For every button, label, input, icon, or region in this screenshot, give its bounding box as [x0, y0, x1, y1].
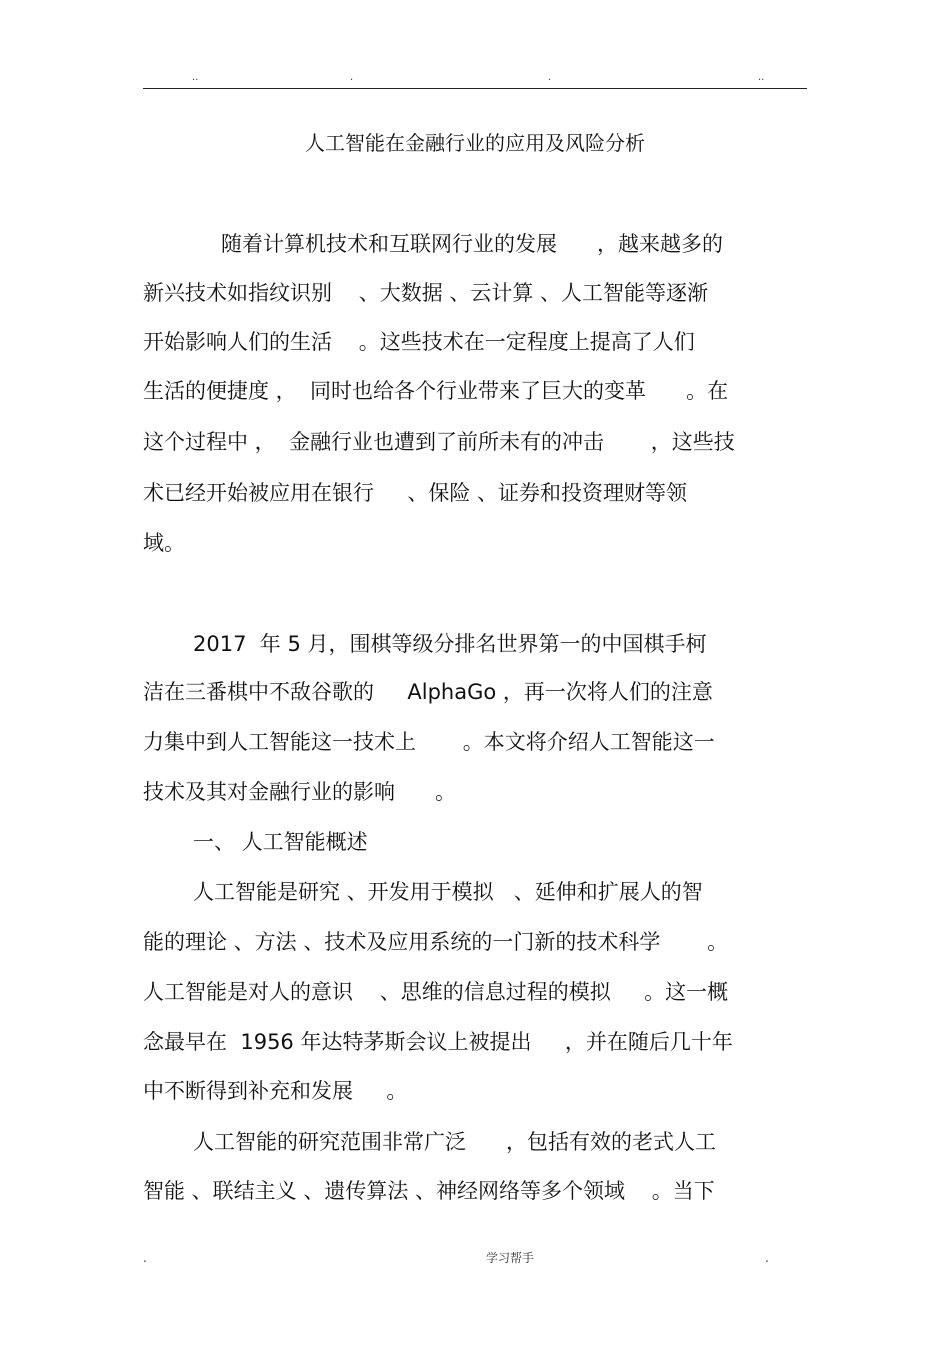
paragraph-line: 人工智能是研究 、开发用于模拟 、延伸和扩展人的智	[193, 880, 703, 904]
footer-mark-left: .	[143, 1251, 147, 1265]
paragraph-line: 生活的便捷度 ， 同时也给各个行业带来了巨大的变革 。在	[143, 379, 729, 403]
document-title: 人工智能在金融行业的应用及风险分析	[305, 131, 645, 155]
paragraph-line: 新兴技术如指纹识别 、大数据 、云计算 、人工智能等逐渐	[143, 281, 709, 305]
header-mark-2: .	[350, 72, 354, 83]
paragraph-line: 能的理论 、方法 、技术及应用系统的一门新的技术科学 。	[143, 930, 729, 954]
footer-text: 学习帮手	[486, 1251, 535, 1265]
paragraph-line: 开始影响人们的生活 。这些技术在一定程度上提高了人们	[143, 330, 695, 354]
paragraph-line: 洁在三番棋中不敌谷歌的 AlphaGo ，再一次将人们的注意	[143, 680, 713, 704]
paragraph-line: 人工智能的研究范围非常广泛 ，包括有效的老式人工	[193, 1130, 717, 1154]
paragraph-line: 2017 年 5 月，围棋等级分排名世界第一的中国棋手柯	[193, 632, 707, 656]
paragraph-line: 技术及其对金融行业的影响 。	[143, 780, 457, 804]
header-mark-3: .	[548, 72, 552, 83]
section-heading: 一、 人工智能概述	[193, 830, 368, 854]
footer-mark-right: .	[765, 1251, 769, 1265]
paragraph-line: 术已经开始被应用在银行 、保险 、证券和投资理财等领	[143, 481, 688, 505]
paragraph-line: 域。	[143, 531, 185, 555]
paragraph-line: 随着计算机技术和互联网行业的发展 ，越来越多的	[221, 232, 724, 256]
paragraph-line: 力集中到人工智能这一技术上 。本文将介绍人工智能这一	[143, 730, 715, 754]
header-mark-4: ..	[758, 72, 765, 83]
header-mark-1: ..	[192, 72, 199, 83]
paragraph-line: 这个过程中 ， 金融行业也遭到了前所未有的冲击 ，这些技	[143, 430, 735, 454]
paragraph-line: 中不断得到补充和发展 。	[143, 1079, 408, 1103]
header-rule	[143, 88, 807, 89]
paragraph-line: 念最早在 1956 年达特茅斯会议上被提出 ，并在随后几十年	[143, 1030, 733, 1054]
paragraph-line: 智能 、联结主义 、遗传算法 、神经网络等多个领域 。当下	[143, 1179, 715, 1203]
paragraph-line: 人工智能是对人的意识 、思维的信息过程的模拟 。这一概	[143, 980, 729, 1004]
